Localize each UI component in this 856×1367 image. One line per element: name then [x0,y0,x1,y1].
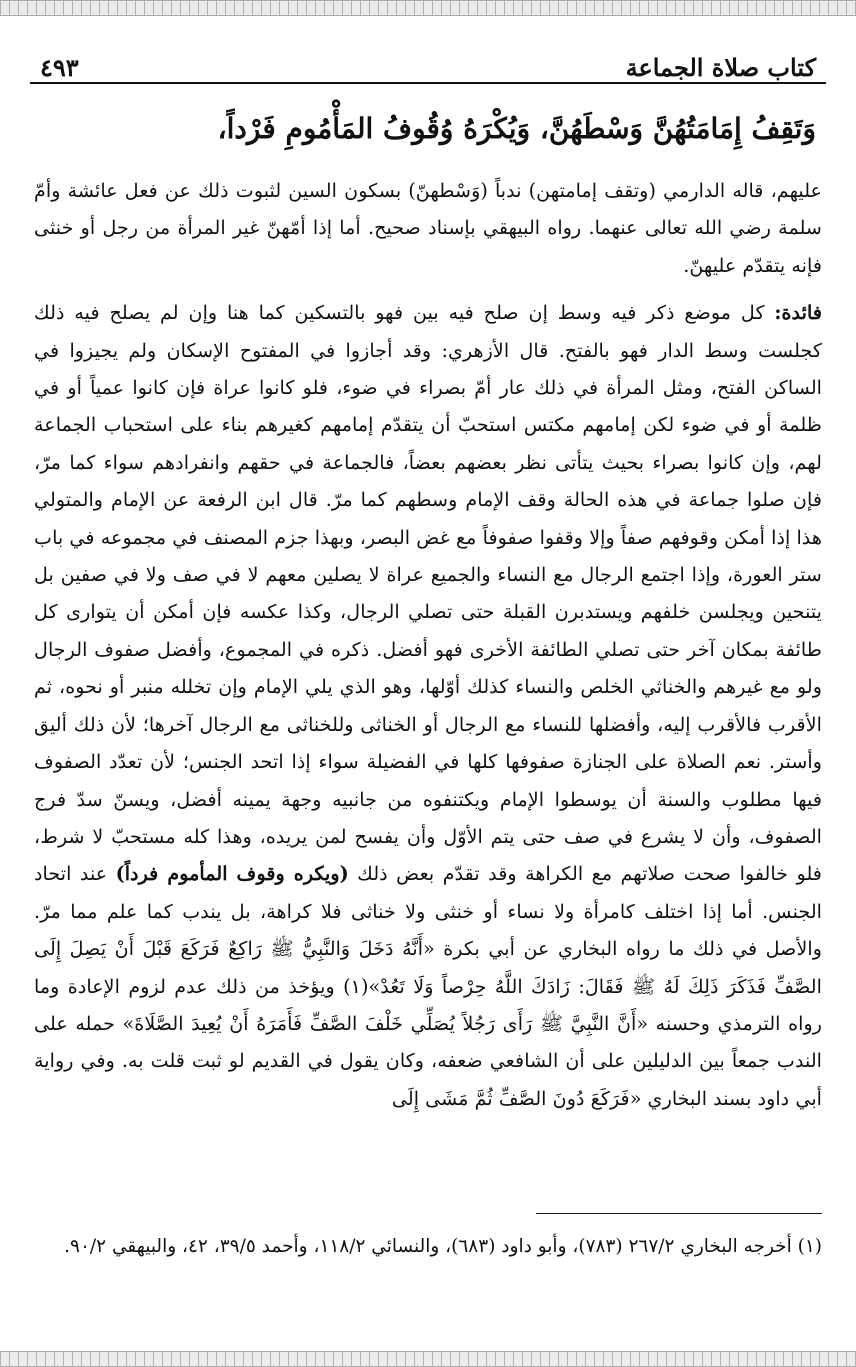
faida-label: فائدة: [774,301,822,325]
faida-text-1: كل موضع ذكر فيه وسط إن صلح فيه بين فهو بالتسكين كما هنا وإن لم يصلح فيه ذلك كجلست وسط الدار فهو بالفتح. قال الأزهري: وقد أجازوا في المفتوح الإسكان ولم يجيزوا في الساكن الفتح، ومثل المرأة في ذلك عار أمّ بصراء في ضوء، فلو كانوا عراة فإن كانوا عمياً أو في ظلمة أو في ضوء لكن إمامهم مكتس استحبّ أن يتقدّم إمامهم كغيرهم بناء على استحباب الجماعة لهم، وإن كانوا بصراء بحيث يتأتى نظر بعضهم بعضاً، فالجماعة في حقهم وانفرادهم سواء كما مرّ، فإن صلوا جماعة في هذه الحالة وقف الإمام وسطهم كما مرّ. قال ابن الرفعة عن الإمام والمتولي هذا إذا أمكن وقوفهم صفاً وإلا وقفوا صفوفاً مع غض البصر، وبهذا جزم المصنف في مجموعه في باب ستر العورة، وإذا اجتمع الرجال مع النساء والجميع عراة لا يصلين معهم لا في صف ولا في صفين بل يتنحين ويجلسن خلفهم ويستدبرن القبلة حتى تصلي الرجال، وكذا عكسه فإن أمكن أن يتوارى كل طائفة بمكان آخر حتى تصلي الطائفة الأخرى فهو أفضل. ذكره في المجموع، وأفضل صفوف الرجال ولو مع غيرهم والخناثي الخلص والنساء كذلك أوّلها، وهو الذي يلي الإمام وإن تخلله منبر أو نحوه، ثم الأقرب فالأقرب إليه، وأفضلها للنساء مع الرجال أو الخناثى وللخناثى مع الرجال آخرها؛ لأن ذلك أليق وأستر. نعم الصلاة على الجنازة صفوفها كلها في الفضيلة سواء إذا اتحد الجنس؛ لأن تعدّد الصفوف فيها مطلوب والسنة أن يوسطوا الإمام ويكتنفوه من جانبيه وجهة يمينه أفضل، ويسنّ سدّ فرج الصفوف، وأن لا يشرع في صف حتى يتم الأوّل وأن يفسح لمن يريده، وهذا كله مستحبّ لا شرط، فلو خالفوا صحت صلاتهم مع الكراهة وقد تقدّم بعض ذلك [34,301,822,886]
page-number: ٤٩٣ [40,53,79,82]
footnote-rule [536,1213,822,1214]
commentary-body [34,172,822,1117]
paragraph-1: عليهم، قاله الدارمي (وتقف إمامتهن) ندباً (وَسْطهنّ) بسكون السين لثبوت ذلك عن فعل عائشة وأمّ سلمة رضي الله تعالى عنهما. رواه البيهقي بإسناد صحيح. أما إذا أمّهنّ غير المرأة من رجل أو خنثى فإنه يتقدّم عليهنّ. [34,179,822,277]
page-header [40,42,816,82]
header-rule [30,82,826,84]
matn-text: وَتَقِفُ إِمَامَتُهُنَّ وَسْطَهُنَّ، وَيُكْرَهُ وُقُوفُ المَأْمُومِ فَرْداً، [217,112,816,145]
top-ornament-border [0,0,856,16]
bottom-ornament-border [0,1351,856,1367]
faida-text-2: عند اتحاد الجنس. أما إذا اختلف كامرأة ولا نساء أو خنثى ولا خناثى فلا كراهة، بل يندب كما علم مما مرّ. والأصل في ذلك ما رواه البخاري عن أبي بكرة «أَنَّهُ دَخَلَ وَالنَّبِيُّ ﷺ رَاكِعٌ فَرَكَعَ قَبْلَ أَنْ يَصِلَ إِلَى الصَّفِّ فَذَكَرَ ذَلِكَ لَهُ ﷺ فَقَالَ: زَادَكَ اللَّهُ حِرْصاً وَلَا تَعُدْ»(١) ويؤخذ من ذلك عدم لزوم الإعادة وما رواه الترمذي وحسنه «أَنَّ النَّبِيَّ ﷺ رَأَى رَجُلاً يُصَلِّي خَلْفَ الصَّفِّ فَأَمَرَهُ أَنْ يُعِيدَ الصَّلَاةَ» حمله على الندب جمعاً بين الدليلين على أن الشافعي ضعفه، وكان يقول في القديم لو ثبت قلت به. وفي رواية أبي داود بسند البخاري «فَرَكَعَ دُونَ الصَّفِّ ثُمَّ مَشَى إِلَى [34,862,822,1110]
chapter-title: كتاب صلاة الجماعة [625,53,816,82]
footnote: (١) أخرجه البخاري ٢٦٧/٢ (٧٨٣)، وأبو داود (٦٨٣)، والنسائي ١١٨/٢، وأحمد ٣٩/٥، ٤٢، والبيهقي ٩٠/٢. [64,1236,822,1257]
paragraph-faida [34,294,822,1117]
faida-quote: (ويكره وقوف المأموم فرداً) [115,862,349,886]
